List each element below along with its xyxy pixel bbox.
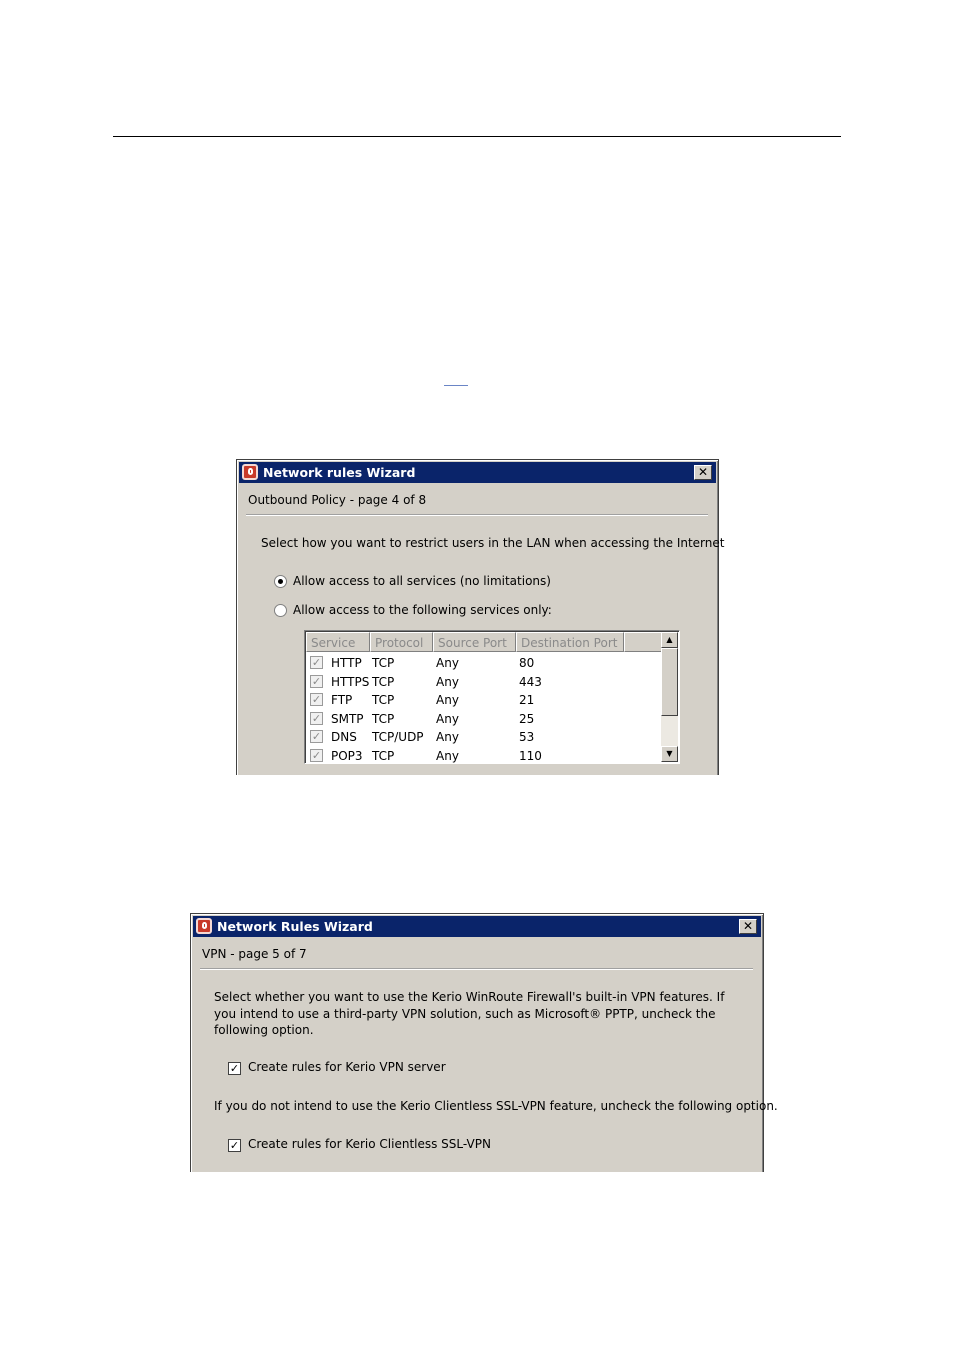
cell-source-port: Any [436,711,459,726]
page-subtitle: VPN - page 5 of 7 [202,947,307,961]
radio-allow-all-label[interactable]: Allow access to all services (no limitations) [293,574,551,588]
row-checkbox[interactable]: ✓ [311,693,322,706]
vertical-scrollbar[interactable] [661,632,678,762]
cell-service: HTTPS [331,674,370,689]
cell-protocol: TCP [372,674,395,689]
table-row[interactable] [305,655,661,673]
scroll-thumb[interactable] [661,648,678,716]
title-bar [239,462,716,483]
vpn-prompt-text: Select whether you want to use the Kerio WinRoute Firewall's built-in VPN features. If you intend to use a third-party VPN solution, such as Microsoft® PPTP, uncheck the following option. [214,990,725,1037]
table-row[interactable] [305,711,661,729]
cell-protocol: TCP [372,711,395,726]
checkmark-icon: ✓ [229,1139,240,1152]
row-checkbox[interactable]: ✓ [311,711,322,725]
vpn-server-checkbox[interactable] [228,1062,241,1075]
cell-protocol: TCP/UDP [372,730,424,744]
cell-source-port: Any [436,730,459,744]
row-checkbox[interactable]: ✓ [311,748,322,762]
cell-service: FTP [331,693,353,707]
column-header-service[interactable]: Service [306,632,370,652]
cell-source-port: Any [436,748,459,763]
close-icon[interactable]: ✕ [694,465,712,480]
cell-source-port: Any [436,674,459,689]
column-header-destination-port[interactable]: Destination Port [516,632,624,652]
separator [246,514,708,516]
services-table [304,630,680,764]
row-checkbox[interactable]: ✓ [311,674,322,688]
cell-dest-port: 21 [519,693,535,707]
cell-service: POP3 [331,748,363,763]
outbound-policy-dialog [236,459,725,775]
cell-protocol: TCP [372,656,395,670]
table-row[interactable] [305,729,661,747]
kerio-app-icon [196,918,212,934]
row-checkbox[interactable]: ✓ [311,656,322,669]
vpn-server-checkbox-label[interactable]: Create rules for Kerio VPN server [248,1060,446,1074]
checkmark-icon: ✓ [229,1062,240,1075]
cell-dest-port: 80 [519,656,535,670]
table-row[interactable] [305,692,661,710]
dialog-title: Network rules Wizard [263,465,416,480]
footnote-link-underline [444,385,468,386]
cell-service: HTTP [331,656,362,670]
cell-source-port: Any [436,693,459,707]
scroll-down-icon[interactable]: ▼ [661,746,678,762]
ssl-vpn-checkbox-label[interactable]: Create rules for Kerio Clientless SSL-VPN [248,1137,491,1151]
cell-service: DNS [331,730,357,744]
page-header-rule [113,136,841,137]
page-subtitle: Outbound Policy - page 4 of 8 [248,493,427,507]
radio-allow-some-label[interactable]: Allow access to the following services only: [293,603,552,617]
column-header-source-port[interactable]: Source Port [433,632,516,652]
column-header-filler [624,632,662,652]
table-row[interactable] [305,748,661,765]
row-checkbox[interactable]: ✓ [311,730,322,743]
cell-service: SMTP [331,711,364,726]
ssl-prompt-text: If you do not intend to use the Kerio Clientless SSL-VPN feature, uncheck the following option. [214,1099,778,1113]
column-header-protocol[interactable]: Protocol [370,632,433,652]
radio-allow-all[interactable] [274,575,287,588]
vpn-dialog [190,913,778,1172]
cell-protocol: TCP [372,748,395,763]
prompt-text: Select how you want to restrict users in the LAN when accessing the Internet [261,536,725,550]
separator [200,968,753,970]
cell-source-port: Any [436,656,459,670]
ssl-vpn-checkbox[interactable] [228,1139,241,1152]
close-icon[interactable]: ✕ [739,919,757,934]
cell-dest-port: 25 [519,711,535,726]
scroll-up-icon[interactable]: ▲ [661,632,678,648]
title-bar [193,916,761,937]
dialog-title: Network Rules Wizard [217,919,373,934]
cell-dest-port: 443 [519,674,542,689]
cell-protocol: TCP [372,693,395,707]
cell-dest-port: 110 [519,748,542,763]
table-row[interactable] [305,674,661,692]
kerio-app-icon [242,464,258,480]
radio-allow-some[interactable] [274,604,287,617]
cell-dest-port: 53 [519,730,535,744]
